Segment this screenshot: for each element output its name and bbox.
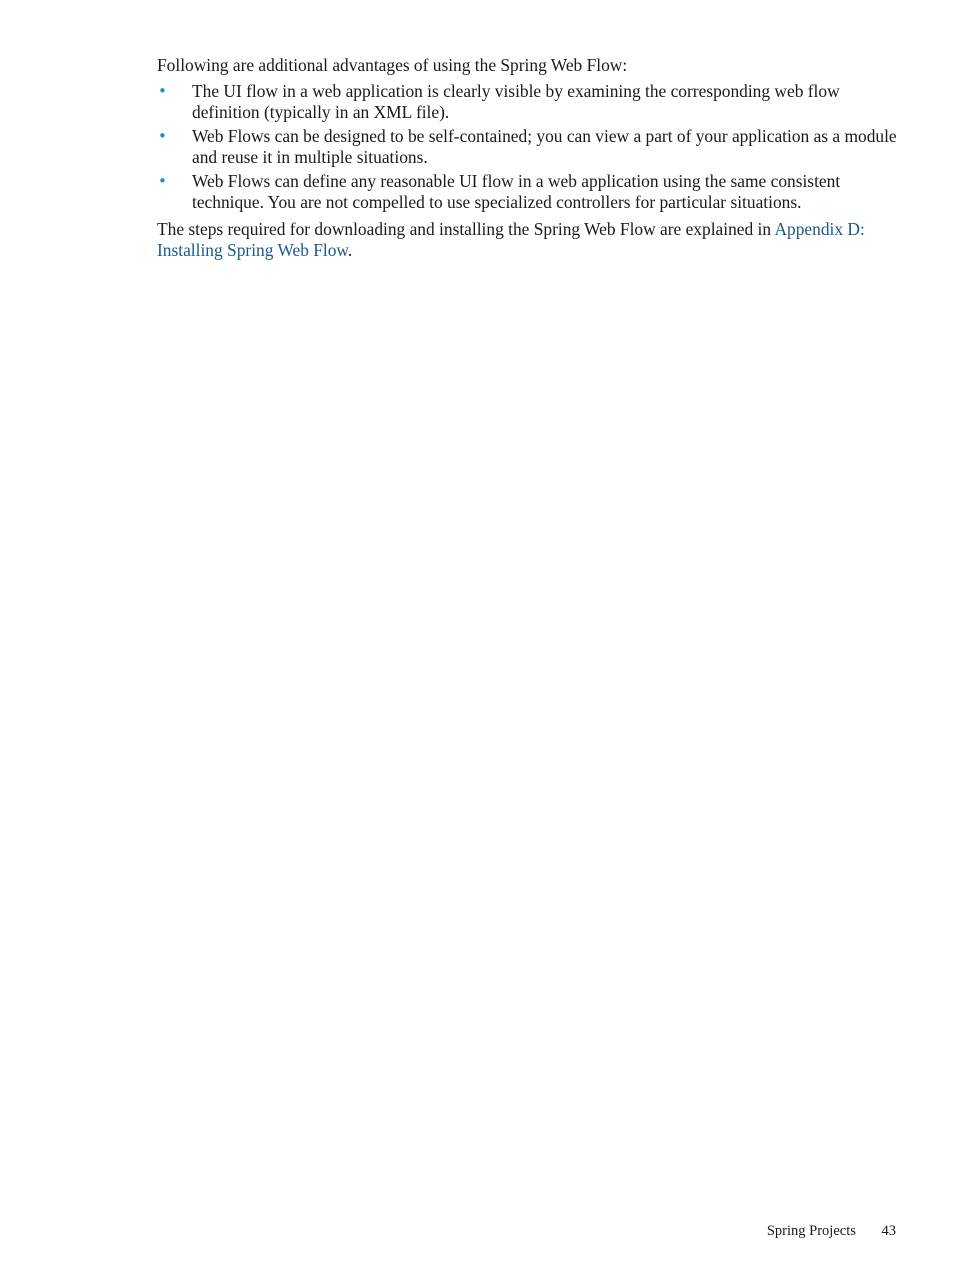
bullet-icon: • bbox=[158, 127, 167, 145]
advantages-list bbox=[157, 81, 899, 213]
bullet-icon: • bbox=[158, 82, 167, 100]
list-item-text: Web Flows can be designed to be self-contained; you can view a part of your application as a module and reuse it in multiple situations. bbox=[192, 126, 897, 167]
bullet-icon: • bbox=[158, 172, 167, 190]
list-item bbox=[157, 126, 899, 168]
intro-paragraph: Following are additional advantages of using the Spring Web Flow: bbox=[157, 55, 628, 75]
page-footer bbox=[767, 1222, 896, 1240]
list-item bbox=[157, 81, 899, 123]
steps-end: . bbox=[347, 240, 353, 260]
appendix-d-link[interactable]: Appendix D: Installing Spring Web Flow bbox=[157, 219, 865, 260]
footer-section-title: Spring Projects bbox=[766, 1223, 856, 1239]
main-content bbox=[157, 55, 899, 261]
steps-paragraph bbox=[157, 219, 899, 261]
list-item bbox=[157, 171, 899, 213]
list-item-text: The UI flow in a web application is clearly visible by examining the corresponding web flow definition (typically in an XML file). bbox=[192, 81, 840, 122]
page-number: 43 bbox=[881, 1223, 896, 1239]
list-item-text: Web Flows can define any reasonable UI flow in a web application using the same consistent technique. You are not compelled to use specialized controllers for particular situations. bbox=[192, 171, 841, 212]
steps-text: The steps required for downloading and installing the Spring Web Flow are explained in bbox=[157, 219, 775, 239]
